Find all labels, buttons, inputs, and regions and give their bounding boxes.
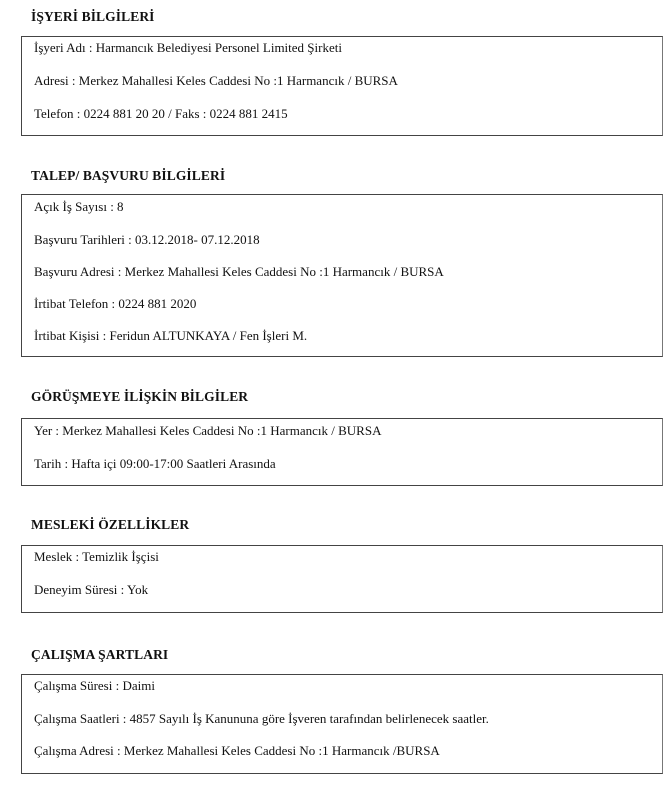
irtibat-telefon-line: İrtibat Telefon : 0224 881 2020 bbox=[34, 296, 197, 311]
meslek-line: Meslek : Temizlik İşçisi bbox=[34, 549, 159, 564]
basvuru-tarihleri-line: Başvuru Tarihleri : 03.12.2018- 07.12.2018 bbox=[34, 232, 260, 247]
irtibat-kisisi-line: İrtibat Kişisi : Feridun ALTUNKAYA / Fen İşleri M. bbox=[34, 328, 308, 343]
section-box-mesleki bbox=[21, 545, 663, 613]
section-box-gorusme bbox=[21, 418, 663, 486]
section-title-calisma: ÇALIŞMA ŞARTLARI bbox=[31, 647, 169, 662]
calisma-adresi-line: Çalışma Adresi : Merkez Mahallesi Keles Caddesi No :1 Harmancık /BURSA bbox=[34, 743, 440, 758]
acik-is-sayisi-line: Açık İş Sayısı : 8 bbox=[34, 199, 124, 214]
section-box-calisma bbox=[21, 674, 663, 774]
section-title-gorusme: GÖRÜŞMEYE İLİŞKİN BİLGİLER bbox=[31, 389, 249, 404]
calisma-saatleri-line: Çalışma Saatleri : 4857 Sayılı İş Kanununa göre İşveren tarafından belirlenecek saatler. bbox=[34, 711, 489, 726]
calisma-suresi-line: Çalışma Süresi : Daimi bbox=[34, 678, 155, 693]
isyeri-adres-line: Adresi : Merkez Mahallesi Keles Caddesi No :1 Harmancık / BURSA bbox=[34, 73, 398, 88]
basvuru-adresi-line: Başvuru Adresi : Merkez Mahallesi Keles Caddesi No :1 Harmancık / BURSA bbox=[34, 264, 444, 279]
gorusme-yer-line: Yer : Merkez Mahallesi Keles Caddesi No :1 Harmancık / BURSA bbox=[34, 423, 382, 438]
section-title-mesleki: MESLEKİ ÖZELLİKLER bbox=[31, 517, 190, 532]
section-box-isyeri bbox=[21, 36, 663, 136]
section-box-talep bbox=[21, 194, 663, 357]
deneyim-suresi-line: Deneyim Süresi : Yok bbox=[34, 582, 149, 597]
section-title-talep: TALEP/ BAŞVURU BİLGİLERİ bbox=[31, 168, 226, 183]
isyeri-telefon-line: Telefon : 0224 881 20 20 / Faks : 0224 881 2415 bbox=[34, 106, 288, 121]
section-title-isyeri: İŞYERİ BİLGİLERİ bbox=[31, 9, 155, 24]
gorusme-tarih-line: Tarih : Hafta içi 09:00-17:00 Saatleri Arasında bbox=[34, 456, 276, 471]
isyeri-adi-line: İşyeri Adı : Harmancık Belediyesi Personel Limited Şirketi bbox=[34, 40, 342, 55]
